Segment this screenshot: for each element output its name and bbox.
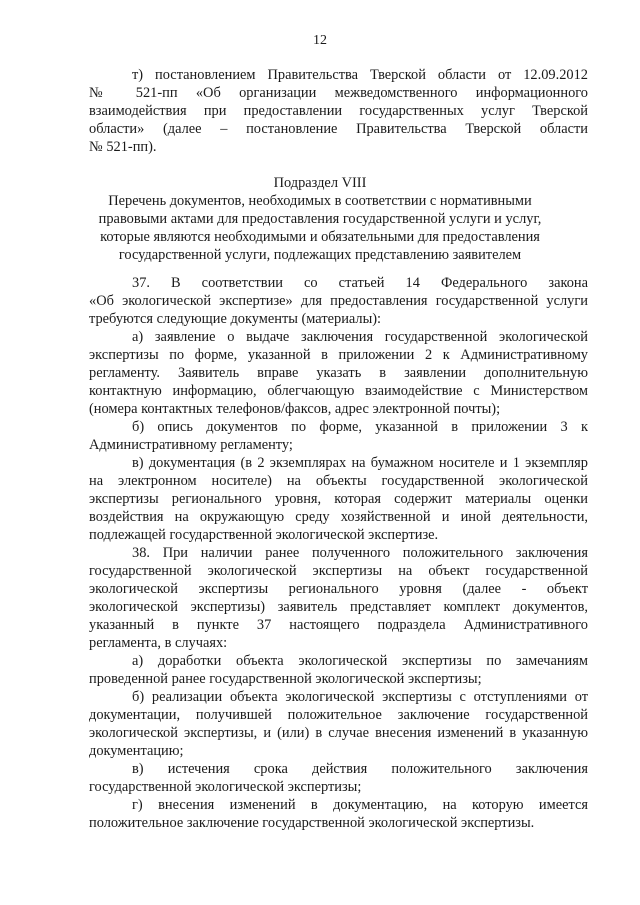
text-line: взаимодействия при предоставлении государственных услуг Тверской	[89, 103, 588, 119]
text-line: подлежащей государственной экологической экспертизе.	[89, 527, 439, 543]
text-line: документацию;	[89, 743, 184, 759]
text-line: б) реализации объекта экологической экспертизы с отступлениями от	[132, 689, 588, 705]
text-line: в) истечения срока действия положительного заключения	[132, 761, 588, 777]
text-line: регламента, в случаях:	[89, 635, 228, 651]
text-line: экологической экспертизы, и (или) в случае внесения изменений в указанную	[89, 725, 588, 741]
text-line: на электронном носителе) на объекты государственной экологической	[89, 473, 588, 489]
text-line: государственной экологической экспертизы на объект государственной	[89, 563, 588, 579]
text-line: указанный в пункте 37 настоящего подраздела Административного	[89, 617, 588, 633]
text-line: воздействия на окружающую среду хозяйственной и иной деятельности,	[89, 509, 588, 525]
text-line: в) документация (в 2 экземплярах на бумажном носителе и 1 экземпляр	[132, 455, 588, 471]
text-line: 37. В соответствии со статьей 14 Федерального закона	[132, 275, 588, 291]
text-line: контактную информацию, облегчающую взаимодействие с Министерством	[89, 383, 588, 399]
text-line: а) заявление о выдаче заключения государственной экологической	[132, 329, 588, 345]
section-heading-line: которые являются необходимыми и обязательными для предоставления	[100, 229, 540, 245]
text-line: № 521-пп).	[89, 139, 157, 155]
page-number: 12	[313, 33, 327, 48]
text-line: «Об экологической экспертизе» для предоставления государственной услуги	[89, 293, 588, 309]
text-line: экологической экспертизы регионального уровня (далее - объект	[89, 581, 588, 597]
text-line: Административному регламенту;	[89, 437, 293, 453]
section-heading-line: государственной услуги, подлежащих представлению заявителем	[118, 247, 522, 263]
text-line: г) внесения изменений в документацию, на которую имеется	[132, 797, 588, 813]
text-line: а) доработки объекта экологической экспертизы по замечаниям	[132, 653, 588, 669]
text-line: документации, получившей положительное заключение государственной	[89, 707, 588, 723]
text-line: б) опись документов по форме, указанной в приложении 3 к	[132, 419, 588, 435]
text-line: 38. При наличии ранее полученного положительного заключения	[132, 545, 588, 561]
section-heading-line: правовыми актами для предоставления государственной услуги и услуг,	[98, 211, 542, 227]
text-line: проведенной ранее государственной экологической экспертизы;	[89, 671, 482, 687]
text-line: положительное заключение государственной экологической экспертизы.	[89, 815, 535, 831]
section-title: Подраздел VIII	[273, 175, 367, 191]
text-line: экологической экспертизы) заявитель представляет комплект документов,	[89, 599, 588, 615]
text-line: экспертизы регионального уровня, которая содержит материалы оценки	[89, 491, 588, 507]
text-line: (номера контактных телефонов/факсов, адрес электронной почты);	[89, 401, 501, 417]
text-line: регламенту. Заявитель вправе указать в заявлении дополнительную	[89, 365, 588, 381]
text-line: экспертизы по форме, указанной в приложении 2 к Административному	[89, 347, 588, 363]
section-heading-line: Перечень документов, необходимых в соответствии с нормативными	[108, 193, 532, 209]
text-line: области» (далее – постановление Правительства Тверской области	[89, 121, 588, 137]
text-line: государственной экологической экспертизы;	[89, 779, 362, 795]
text-line: № 521-пп «Об организации межведомственного информационного	[89, 85, 588, 101]
text-line: т) постановлением Правительства Тверской области от 12.09.2012	[132, 67, 588, 83]
text-line: требуются следующие документы (материалы):	[89, 311, 382, 327]
